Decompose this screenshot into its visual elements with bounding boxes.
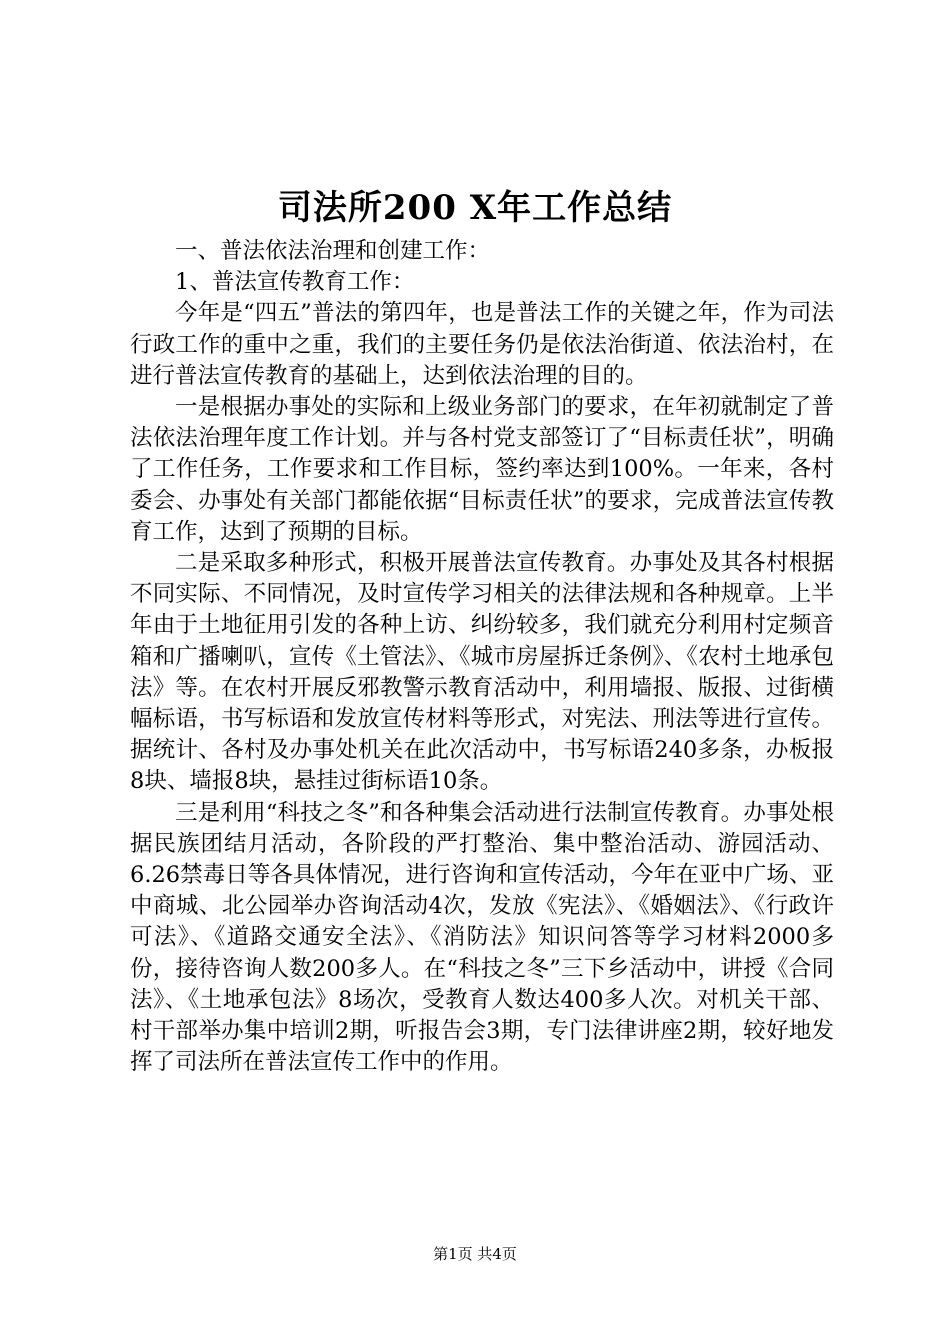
paragraph: 今年是“四五”普法的第四年，也是普法工作的关键之年，作为司法行政工作的重中之重，我们的主要任务仍是依法治街道、依法治村，在进行普法宣传教育的基础上，达到依法治理的目的。	[130, 300, 834, 389]
paragraph: 一是根据办事处的实际和上级业务部门的要求，在年初就制定了普法依法治理年度工作计划。并与各村党支部签订了“目标责任状”，明确了工作任务，工作要求和工作目标，签约率达到100%。一年来，各村委会、办事处有关部门都能依据“目标责任状”的要求，完成普法宣传教育工作，达到了预期的目标。	[130, 394, 834, 545]
document-title: 司法所200 X年工作总结	[277, 188, 673, 228]
paragraph: 三是利用“科技之冬”和各种集会活动进行法制宣传教育。办事处根据民族团结月活动，各阶段的严打整治、集中整治活动、游园活动、6.26禁毒日等各具体情况，进行咨询和宣传活动，今年在亚中广场、亚中商城、北公园举办咨询活动4次，发放《宪法》、《婚姻法》、《行政许可法》、《道路交通安全法》、《消防法》知识问答等学习材料2000多份，接待咨询人数200多人。在“科技之冬”三下乡活动中，讲授《合同法》、《土地承包法》8场次，受教育人数达400多人次。对机关干部、村干部举办集中培训2期，听报告会3期，专门法律讲座2期，较好地发挥了司法所在普法宣传工作中的作用。	[130, 799, 834, 1076]
document-body	[130, 236, 834, 1078]
page-footer: 第1页 共4页	[433, 1245, 517, 1263]
paragraph: 二是采取多种形式，积极开展普法宣传教育。办事处及其各村根据不同实际、不同情况，及时宣传学习相关的法律法规和各种规章。上半年由于土地征用引发的各种上访、纠纷较多，我们就充分利用村定频音箱和广播喇叭，宣传《土管法》、《城市房屋拆迁条例》、《农村土地承包法》等。在农村开展反邪教警示教育活动中，利用墙报、版报、过街横幅标语，书写标语和发放宣传材料等形式，对宪法、刑法等进行宣传。据统计、各村及办事处机关在此次活动中，书写标语240多条，办板报8块、墙报8块，悬挂过街标语10条。	[130, 550, 834, 795]
section-heading: 一、普法依法治理和创建工作：	[175, 238, 491, 264]
subsection-heading: 1、普法宣传教育工作：	[175, 269, 415, 296]
